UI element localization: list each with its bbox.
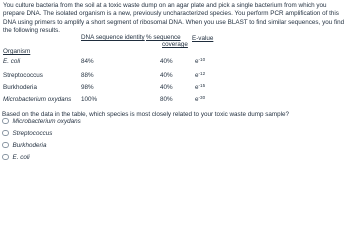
table-row-organism: E. coli bbox=[3, 58, 21, 65]
table-row-evalue: $e^{-15}$ bbox=[195, 82, 206, 91]
radio-button[interactable] bbox=[2, 154, 9, 161]
question-prompt: Based on the data in the table, which species is most closely related to your toxic waste dump sample? bbox=[2, 111, 290, 118]
coverage-column-header: % sequence bbox=[146, 34, 181, 41]
radio-button[interactable] bbox=[2, 130, 9, 137]
option-label: Burkhoderia bbox=[12, 141, 47, 149]
table-row-coverage: 80% bbox=[160, 96, 173, 103]
option-label: E. coli bbox=[12, 153, 30, 161]
table-row-organism: Burkhoderia bbox=[3, 84, 37, 91]
option-label: Microbacterium oxydans bbox=[12, 117, 81, 125]
answer-option-streptococcus[interactable] bbox=[2, 128, 52, 138]
table-row-coverage: 40% bbox=[160, 84, 173, 91]
answer-option-microbacterium[interactable] bbox=[2, 116, 81, 126]
answer-option-ecoli[interactable] bbox=[2, 152, 30, 162]
answer-option-burkhoderia[interactable] bbox=[2, 140, 46, 150]
table-row-coverage: 40% bbox=[160, 72, 173, 79]
table-row-evalue: $e^{-12}$ bbox=[195, 70, 206, 79]
table-row-identity: 98% bbox=[81, 84, 94, 91]
table-row-identity: 84% bbox=[81, 58, 94, 65]
organism-column-header: Organism bbox=[3, 48, 31, 55]
table-row-coverage: 40% bbox=[160, 58, 173, 65]
radio-button[interactable] bbox=[2, 142, 9, 149]
table-row-evalue: $e^{-30}$ bbox=[195, 94, 206, 103]
coverage-column-header-line2: coverage bbox=[162, 41, 188, 48]
question-intro-text: You culture bacteria from the soil at a toxic waste dump on an agar plate and pick a single bacterium from which you prepare DNA. The isolated organism is a new, previously uncharacterized species. You perform PCR amplification of this DNA using primers to amplify a short segment of ribosomal DNA. When you use BLAST to find similar sequences, you find the following results. bbox=[3, 2, 345, 35]
table-row-organism: Microbacterium oxydans bbox=[3, 96, 72, 103]
table-row-evalue: $e^{-10}$ bbox=[195, 56, 206, 65]
identity-column-header: DNA sequence identity bbox=[81, 34, 145, 41]
option-label: Streptococcus bbox=[12, 129, 53, 137]
evalue-column-header: E-value bbox=[192, 35, 214, 42]
table-row-identity: 100% bbox=[81, 96, 98, 103]
table-row-organism: Streptococcus bbox=[3, 72, 43, 79]
radio-button[interactable] bbox=[2, 118, 9, 125]
table-row-identity: 88% bbox=[81, 72, 94, 79]
